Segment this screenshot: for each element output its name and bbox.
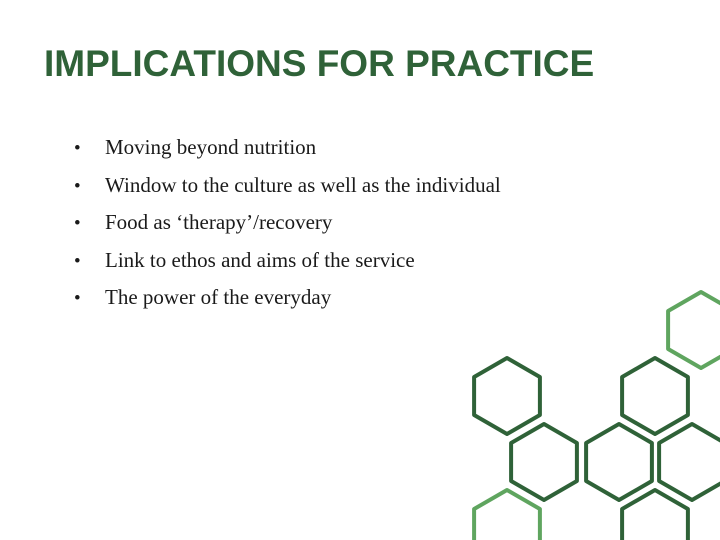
bullet-item — [72, 204, 501, 242]
hexagon-icon — [511, 424, 577, 500]
bullet-item — [72, 279, 501, 317]
hexagon-icon — [622, 358, 688, 434]
bullet-item — [72, 242, 501, 280]
bullet-text: The power of the everyday — [105, 285, 332, 309]
bullet-text: Link to ethos and aims of the service — [105, 247, 415, 272]
hexagon-icon — [622, 490, 688, 540]
bullet-dot-icon: • — [74, 175, 81, 197]
bullet-dot-icon: • — [74, 288, 81, 309]
bullet-dot-icon: • — [74, 213, 81, 234]
bullet-text: Moving beyond nutrition — [105, 135, 317, 159]
hexagon-icon — [474, 358, 540, 434]
bullet-dot-icon: • — [74, 138, 81, 159]
bullet-dot-icon: • — [74, 250, 81, 272]
hexagon-icon — [474, 490, 540, 540]
bullet-list — [72, 129, 501, 317]
hexagon-icon — [659, 424, 720, 500]
bullet-item — [72, 167, 501, 205]
slide-title: IMPLICATIONS FOR PRACTICE — [44, 43, 595, 84]
bullet-text: Food as ‘therapy’/recovery — [105, 210, 333, 234]
bullet-item — [72, 129, 501, 167]
hexagon-icon — [586, 424, 652, 500]
bullet-text: Window to the culture as well as the individual — [105, 172, 501, 197]
hexagon-icon — [668, 292, 720, 368]
